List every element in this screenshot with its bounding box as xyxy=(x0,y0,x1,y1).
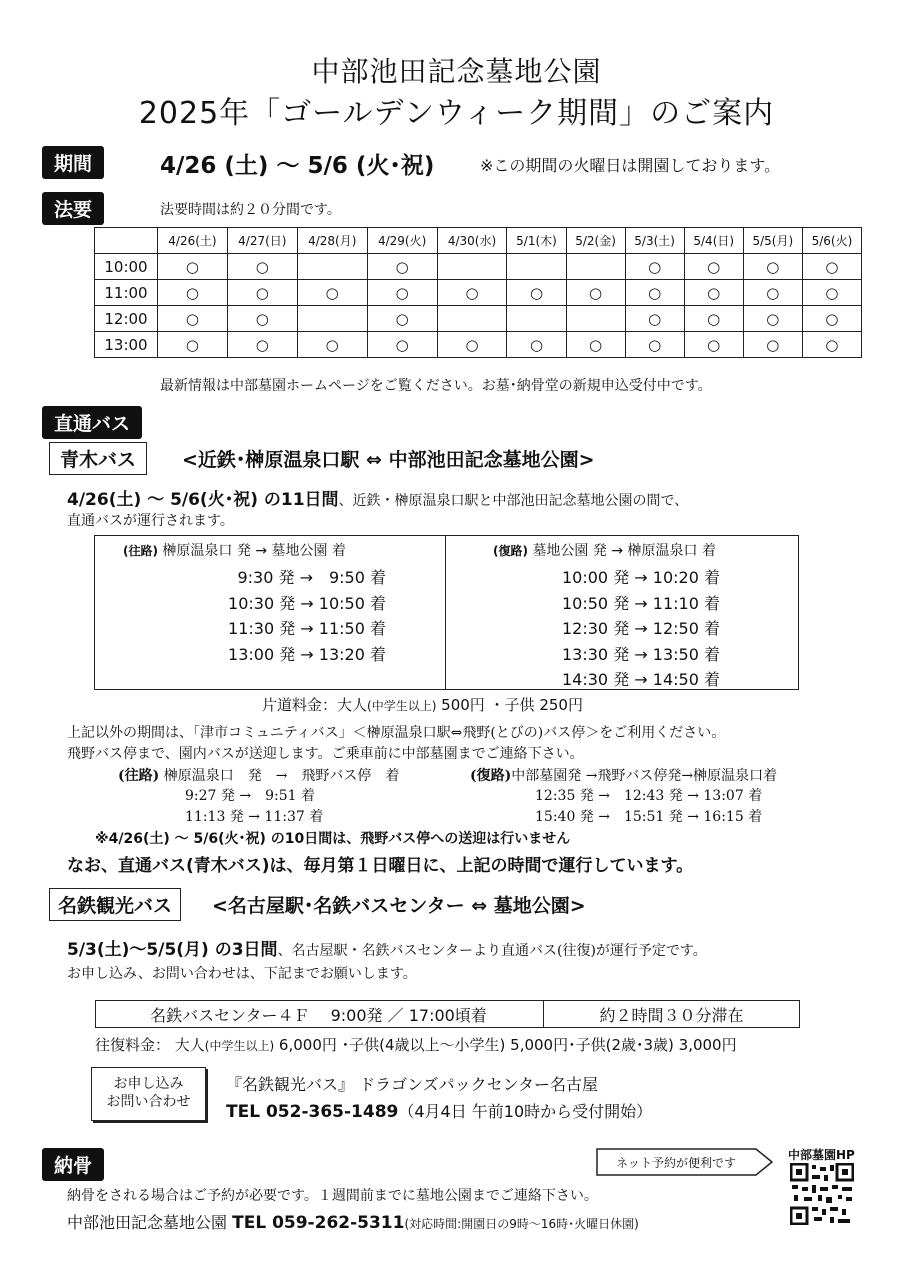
tobino-out-list xyxy=(185,786,323,828)
table-cell: ○ xyxy=(507,332,566,358)
table-row xyxy=(95,332,862,358)
list-item: 15:40 発 → 15:51 発 → 16:15 着 xyxy=(535,809,763,825)
meitetsu-tel: TEL 052-365-1489 xyxy=(226,1102,399,1122)
list-item: 9:27 発 → 9:51 着 xyxy=(185,788,315,804)
table-cell xyxy=(507,254,566,280)
nokotsu-contact xyxy=(67,1210,639,1233)
table-time-cell: 11:00 xyxy=(95,280,158,306)
table-cell: ○ xyxy=(367,254,437,280)
tobino-out-head: (往路) 榊原温泉口 発 → 飛野バス停 着 xyxy=(118,768,400,784)
aoki-period xyxy=(67,485,688,510)
aoki-notice: ※4/26(土) ～ 5/6(火･祝) の10日間は、飛野バス停への送迎は行いません xyxy=(95,831,571,847)
table-column-header: 4/28(月) xyxy=(297,228,367,254)
table-cell xyxy=(507,306,566,332)
meitetsu-period: 5/3(土)～5/5(月) の3日間、名古屋駅・名鉄バスセンターより直通バス(往復)が運行予定です。 xyxy=(67,940,707,960)
table-cell: ○ xyxy=(743,332,802,358)
meitetsu-tel-note: （4月4日 午前10時から受付開始） xyxy=(398,1102,653,1121)
table-header-row xyxy=(95,228,862,254)
table-cell: ○ xyxy=(297,280,367,306)
net-reservation-label: ネット予約が便利です xyxy=(616,1156,737,1170)
list-item: 13:00 発 → 13:20 着 xyxy=(228,644,386,664)
table-cell: ○ xyxy=(625,306,684,332)
net-reservation-arrow xyxy=(596,1148,762,1174)
inquiry-line1: お申し込み xyxy=(113,1076,184,1092)
list-item: 10:50 発 → 11:10 着 xyxy=(562,593,720,613)
table-column-header: 5/6(火) xyxy=(802,228,861,254)
table-cell: ○ xyxy=(507,280,566,306)
aoki-timetable xyxy=(94,535,799,690)
table-cell: ○ xyxy=(437,280,507,306)
table-cell: ○ xyxy=(437,332,507,358)
table-cell: ○ xyxy=(625,332,684,358)
table-cell: ○ xyxy=(625,280,684,306)
aoki-return-list xyxy=(562,565,720,693)
table-cell: ○ xyxy=(802,306,861,332)
table-column-header: 5/5(月) xyxy=(743,228,802,254)
period-note: ※この期間の火曜日は開園しております。 xyxy=(480,156,781,175)
nokotsu-tel: TEL 059-262-5311 xyxy=(232,1213,405,1233)
table-cell: ○ xyxy=(802,254,861,280)
period-tag: 期間 xyxy=(42,146,104,179)
table-cell: ○ xyxy=(297,332,367,358)
aoki-other2: 飛野バス停まで、園内バスが送迎します。ご乗車前に中部墓園までご連絡下さい。 xyxy=(67,746,584,762)
table-column-header: 4/26(土) xyxy=(158,228,228,254)
meitetsu-fare: 往復料金： 大人(中学生以上) 6,000円 ･子供(4歳以上～小学生) 5,000円･子供(2歳･3歳) 3,000円 xyxy=(95,1036,737,1054)
table-cell: ○ xyxy=(625,254,684,280)
aoki-return-head: (復路) 墓地公園 発 → 榊原温泉口 着 xyxy=(493,543,716,559)
list-item: 13:30 発 → 13:50 着 xyxy=(562,644,720,664)
aoki-bus-label: 青木バス xyxy=(49,442,147,475)
table-cell xyxy=(566,306,625,332)
direct-bus-tag: 直通バス xyxy=(42,406,142,439)
table-cell xyxy=(297,306,367,332)
table-column-header: 5/1(木) xyxy=(507,228,566,254)
table-cell: ○ xyxy=(227,332,297,358)
inquiry-line2: お問い合わせ xyxy=(106,1094,191,1110)
table-row xyxy=(95,280,862,306)
table-column-header: 5/2(金) xyxy=(566,228,625,254)
table-cell xyxy=(297,254,367,280)
list-item: 12:35 発 → 12:43 発 → 13:07 着 xyxy=(535,788,763,804)
nokotsu-hours: (対応時間:開園日の9時～16時･火曜日休園) xyxy=(404,1217,639,1231)
table-column-header: 5/4(日) xyxy=(684,228,743,254)
table-cell: ○ xyxy=(227,280,297,306)
aoki-period-bold: 4/26(土) ～ 5/6(火･祝) の11日間 xyxy=(67,490,339,510)
list-item: 14:30 発 → 14:50 着 xyxy=(562,670,720,689)
table-cell: ○ xyxy=(158,332,228,358)
aoki-other1: 上記以外の期間は、「津市コミュニティバス」＜榊原温泉口駅⇔飛野(とびの)バス停＞をご利用ください。 xyxy=(67,725,726,741)
hoyo-schedule-table xyxy=(94,227,862,358)
aoki-period-text: 、近鉄・榊原温泉口駅と中部池田記念墓地公園の間で、 xyxy=(338,493,689,509)
list-item: 9:30 発 → 9:50 着 xyxy=(237,568,386,587)
table-row xyxy=(95,254,862,280)
list-item: 12:30 発 → 12:50 着 xyxy=(562,619,720,638)
table-cell: ○ xyxy=(684,332,743,358)
table-cell: ○ xyxy=(158,280,228,306)
table-cell: ○ xyxy=(367,280,437,306)
table-cell: ○ xyxy=(566,280,625,306)
table-corner-cell xyxy=(95,228,158,254)
period-dates: 4/26 (土) ～ 5/6 (火･祝) xyxy=(160,153,435,179)
table-column-header: 5/3(土) xyxy=(625,228,684,254)
table-cell: ○ xyxy=(158,254,228,280)
aoki-fare: 片道料金：大人(中学生以上) 500円 ・子供 250円 xyxy=(262,696,583,714)
meitetsu-schedule-right: 約２時間３０分滞在 xyxy=(599,1006,744,1025)
nokotsu-tag: 納骨 xyxy=(42,1148,104,1181)
aoki-outbound-list xyxy=(228,565,386,667)
table-cell: ○ xyxy=(158,306,228,332)
table-cell: ○ xyxy=(743,254,802,280)
aoki-period-text2: 直通バスが運行されます。 xyxy=(67,513,234,529)
hp-label: 中部墓園HP xyxy=(788,1148,855,1162)
aoki-route: <近鉄･榊原温泉口駅 ⇔ 中部池田記念墓地公園> xyxy=(182,449,595,471)
tobino-ret-list xyxy=(535,786,762,828)
table-time-cell: 12:00 xyxy=(95,306,158,332)
tobino-ret-head: (復路)中部墓園発 →飛野バス停発→榊原温泉口着 xyxy=(470,768,778,784)
meitetsu-schedule-left: 名鉄バスセンター４Ｆ 9:00発 ／ 17:00頃着 xyxy=(150,1006,487,1025)
table-cell xyxy=(437,306,507,332)
hoyo-footer: 最新情報は中部墓園ホームページをご覧ください。お墓･納骨堂の新規申込受付中です。 xyxy=(160,378,712,394)
table-cell: ○ xyxy=(367,306,437,332)
meitetsu-bus-label: 名鉄観光バス xyxy=(49,888,181,921)
table-column-header: 4/29(火) xyxy=(367,228,437,254)
table-column-header: 4/27(日) xyxy=(227,228,297,254)
table-cell xyxy=(566,254,625,280)
table-cell: ○ xyxy=(227,306,297,332)
hoyo-note: 法要時間は約２０分間です。 xyxy=(160,202,341,218)
meitetsu-tel-line xyxy=(226,1099,652,1122)
table-cell: ○ xyxy=(684,254,743,280)
aoki-outbound-head: (往路) 榊原温泉口 発 → 墓地公園 着 xyxy=(123,543,346,559)
meitetsu-contact-note: お申し込み、お問い合わせは、下記までお願いします。 xyxy=(67,966,417,982)
table-row xyxy=(95,306,862,332)
table-cell: ○ xyxy=(566,332,625,358)
list-item: 11:13 発 → 11:37 着 xyxy=(185,809,324,825)
title-line1: 中部池田記念墓地公園 xyxy=(311,55,602,88)
table-cell: ○ xyxy=(367,332,437,358)
inquiry-box xyxy=(91,1067,206,1121)
table-cell: ○ xyxy=(227,254,297,280)
table-time-cell: 13:00 xyxy=(95,332,158,358)
table-cell: ○ xyxy=(684,280,743,306)
table-cell: ○ xyxy=(684,306,743,332)
list-item: 11:30 発 → 11:50 着 xyxy=(228,619,386,638)
table-cell: ○ xyxy=(743,306,802,332)
title-line2: 2025年「ゴールデンウィーク期間」のご案内 xyxy=(138,96,775,131)
list-item: 10:30 発 → 10:50 着 xyxy=(228,593,386,613)
list-item: 10:00 発 → 10:20 着 xyxy=(562,568,720,587)
meitetsu-schedule-box xyxy=(95,1000,800,1028)
nokotsu-org: 中部池田記念墓地公園 xyxy=(67,1213,228,1232)
hoyo-tag: 法要 xyxy=(42,192,104,225)
meitetsu-route: <名古屋駅･名鉄バスセンター ⇔ 墓地公園> xyxy=(212,895,586,917)
table-cell: ○ xyxy=(743,280,802,306)
meitetsu-company: 『名鉄観光バス』 ドラゴンズパックセンター名古屋 xyxy=(226,1075,598,1094)
nokotsu-note: 納骨をされる場合はご予約が必要です。１週間前までに墓地公園までご連絡下さい。 xyxy=(67,1188,598,1204)
qr-code-icon[interactable] xyxy=(790,1163,854,1225)
table-cell: ○ xyxy=(802,280,861,306)
table-column-header: 4/30(水) xyxy=(437,228,507,254)
table-cell xyxy=(437,254,507,280)
table-time-cell: 10:00 xyxy=(95,254,158,280)
aoki-monthly: なお、直通バス(青木バス)は、毎月第１日曜日に、上記の時間で運行しています。 xyxy=(67,856,694,876)
table-cell: ○ xyxy=(802,332,861,358)
